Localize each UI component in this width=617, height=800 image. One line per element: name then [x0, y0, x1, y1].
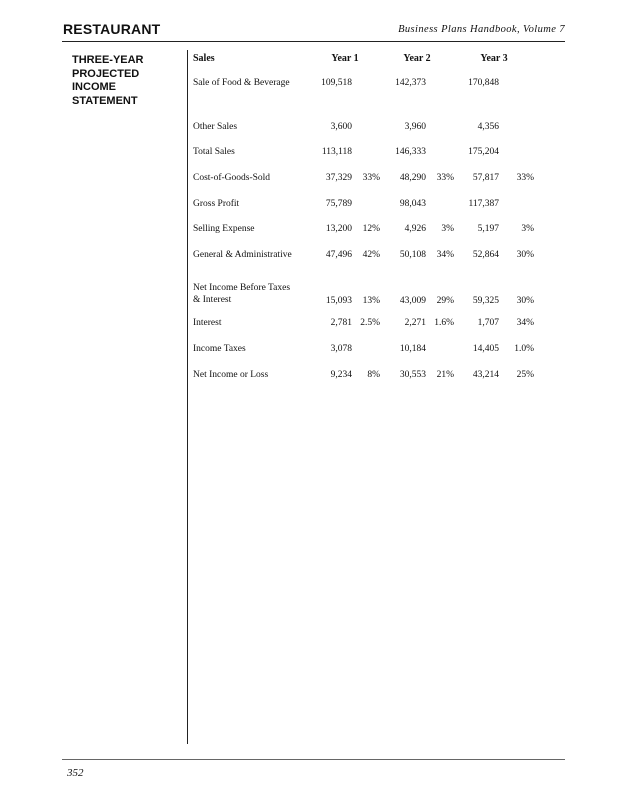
year2-value: 2,271 [404, 318, 426, 329]
table-row [193, 242, 534, 268]
header-year-1: Year 1 [331, 53, 359, 64]
year1-percent [352, 140, 380, 166]
header-sales: Sales [193, 53, 215, 64]
year1-value: 37,329 [325, 172, 352, 183]
row-label: Interest [193, 318, 222, 329]
year3-percent: 3% [521, 224, 534, 235]
year2-percent [426, 140, 454, 166]
running-header-book: Business Plans Handbook, Volume 7 [398, 24, 565, 35]
year3-value: 14,405 [472, 343, 499, 354]
year2-percent: 29% [436, 295, 454, 306]
year3-percent: 30% [516, 295, 534, 306]
year3-percent: 30% [516, 249, 534, 260]
row-label-line-1: Net Income Before Taxes [193, 282, 291, 293]
year1-percent: 12% [362, 224, 380, 235]
row-label: Income Taxes [193, 343, 246, 354]
year2-percent: 3% [441, 224, 454, 235]
year1-percent [352, 67, 380, 114]
year2-value: 4,926 [404, 224, 426, 235]
year3-value: 57,817 [472, 172, 499, 183]
year3-value: 5,197 [477, 224, 499, 235]
row-label-line-2: & Interest [193, 294, 232, 305]
year2-value: 142,373 [395, 78, 426, 88]
year2-percent: 21% [436, 369, 454, 380]
header-year-3: Year 3 [480, 53, 508, 64]
table-row [193, 67, 534, 114]
row-label: Total Sales [193, 147, 235, 158]
year3-value: 43,214 [472, 369, 499, 380]
year3-percent [499, 67, 534, 114]
table-row [193, 191, 534, 217]
year2-percent [426, 191, 454, 217]
year1-value: 13,200 [325, 224, 352, 235]
year1-value: 109,518 [321, 78, 352, 88]
table-row [193, 216, 534, 242]
table-row [193, 311, 534, 337]
year1-percent: 2.5% [360, 318, 380, 329]
year1-percent [352, 336, 380, 362]
year3-value: 52,864 [472, 249, 499, 260]
year2-percent [426, 67, 454, 114]
year2-value: 98,043 [399, 198, 426, 209]
table-row [193, 165, 534, 191]
year3-value: 4,356 [477, 121, 499, 132]
year2-percent: 33% [436, 172, 454, 183]
year1-value: 113,118 [321, 147, 352, 158]
year2-percent: 34% [436, 249, 454, 260]
year2-value: 10,184 [399, 343, 426, 354]
table-header-row [193, 53, 534, 67]
year1-value: 9,234 [330, 369, 352, 380]
year2-percent: 1.6% [434, 318, 454, 329]
year1-value: 2,781 [330, 318, 352, 329]
row-label: Selling Expense [193, 224, 255, 235]
row-label: General & Administrative [193, 249, 292, 260]
year1-percent: 8% [367, 369, 380, 380]
row-label: Net Income or Loss [193, 369, 269, 380]
header-year-2: Year 2 [403, 53, 431, 64]
column-divider [187, 50, 188, 744]
year2-value: 3,960 [404, 121, 426, 132]
year1-value: 75,789 [325, 198, 352, 209]
year2-value: 146,333 [395, 147, 426, 158]
year1-percent: 42% [362, 249, 380, 260]
row-label: Other Sales [193, 121, 238, 132]
page-number: 352 [67, 767, 84, 779]
row-label: Sale of Food & Beverage [193, 78, 290, 88]
year2-percent [426, 336, 454, 362]
year3-percent [499, 191, 534, 217]
year3-percent: 25% [516, 369, 534, 380]
year1-value: 3,078 [330, 343, 352, 354]
year3-percent: 1.0% [514, 343, 534, 354]
year3-value: 59,325 [472, 295, 499, 306]
year3-value: 117,387 [468, 198, 499, 209]
running-header-title: RESTAURANT [63, 21, 161, 37]
year2-value: 50,108 [399, 249, 426, 260]
header-rule [62, 41, 565, 42]
year2-value: 43,009 [399, 295, 426, 306]
year1-value: 15,093 [325, 295, 352, 306]
row-label: Gross Profit [193, 198, 240, 209]
year1-value: 47,496 [325, 249, 352, 260]
year1-percent: 33% [362, 172, 380, 183]
row-label [193, 268, 310, 311]
table-row [193, 268, 534, 311]
year2-percent [426, 114, 454, 140]
year1-value: 3,600 [330, 121, 352, 132]
year3-value: 170,848 [468, 78, 499, 88]
table-row [193, 140, 534, 166]
year3-value: 175,204 [468, 147, 499, 158]
table-row [193, 336, 534, 362]
year3-percent: 33% [516, 172, 534, 183]
section-title: THREE-YEAR PROJECTED INCOME STATEMENT [72, 54, 144, 107]
year1-percent [352, 114, 380, 140]
year2-value: 30,553 [399, 369, 426, 380]
table-row [193, 362, 534, 388]
row-label: Cost-of-Goods-Sold [193, 172, 271, 183]
year3-value: 1,707 [477, 318, 499, 329]
income-statement-table [193, 53, 534, 387]
table-row [193, 114, 534, 140]
year3-percent [499, 140, 534, 166]
year1-percent: 13% [362, 295, 380, 306]
year1-percent [352, 191, 380, 217]
year3-percent [499, 114, 534, 140]
year3-percent: 34% [516, 318, 534, 329]
year2-value: 48,290 [399, 172, 426, 183]
footer-rule [62, 759, 565, 760]
